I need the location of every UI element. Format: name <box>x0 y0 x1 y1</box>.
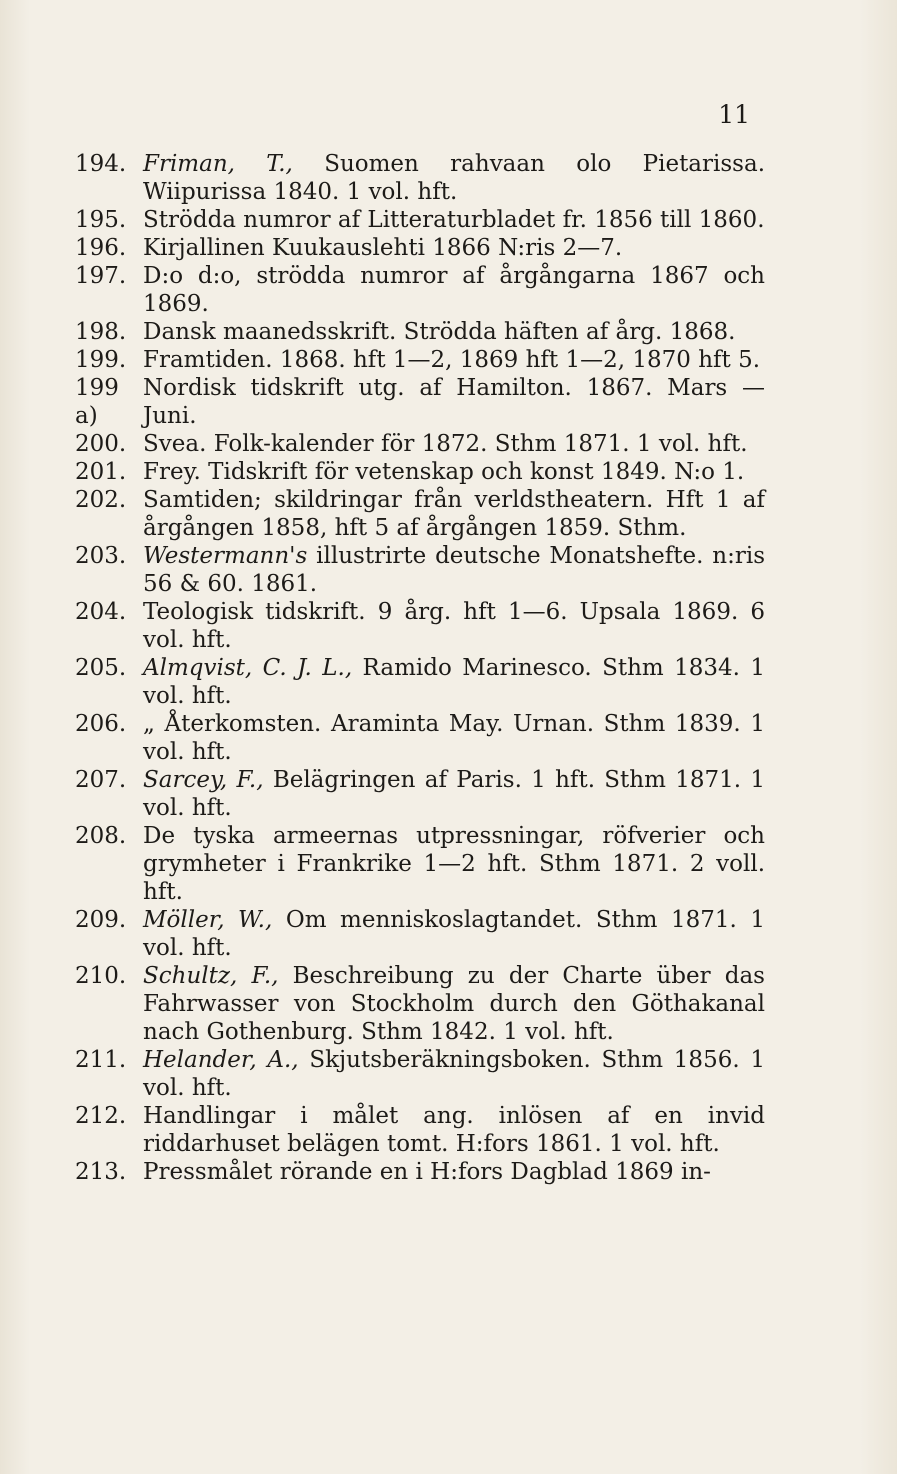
entry-text: Strödda numror af Litteraturbladet fr. 1856 till 1860. <box>143 207 765 233</box>
entry-number: 209. <box>75 907 127 933</box>
entry-text: „ Återkomsten. Araminta May. Urnan. Sthm 1839. 1 vol. hft. <box>143 711 765 765</box>
list-item <box>75 654 765 710</box>
list-item <box>75 1046 765 1102</box>
list-item <box>75 206 765 234</box>
entry-text: Samtiden; skildringar från verldstheatern. Hft 1 af årgången 1858, hft 5 af årgången 1859. Sthm. <box>143 487 765 541</box>
list-item <box>75 262 765 318</box>
list-item <box>75 1102 765 1158</box>
entry-number: 199 a) <box>75 375 119 429</box>
list-item <box>75 1158 765 1186</box>
list-item <box>75 598 765 654</box>
entry-number: 194. <box>75 151 127 177</box>
entry-number: 198. <box>75 319 127 345</box>
entry-number: 200. <box>75 431 127 457</box>
list-item <box>75 346 765 374</box>
entry-number: 210. <box>75 963 127 989</box>
entry-number: 197. <box>75 263 127 289</box>
entry-author: Helander, A., <box>143 1047 299 1073</box>
list-item <box>75 318 765 346</box>
entry-author: Schultz, F., <box>143 963 279 989</box>
entry-author: Möller, W., <box>143 907 273 933</box>
entry-author: Sarcey, F., <box>143 767 264 793</box>
entry-text: De tyska armeernas utpressningar, röfverier och grymheter i Frankrike 1—2 hft. Sthm 1871. 2 voll. hft. <box>143 823 765 905</box>
entry-number: 203. <box>75 543 127 569</box>
entry-author: Westermann's <box>143 543 308 569</box>
entry-text: Skjutsberäkningsboken. Sthm 1856. 1 vol. hft. <box>143 1047 765 1101</box>
entry-text: Om menniskoslagtandet. Sthm 1871. 1 vol. hft. <box>143 907 766 961</box>
entry-author: Friman, T., <box>143 151 293 177</box>
entry-text: Beschreibung zu der Charte über das Fahrwasser von Stockholm durch den Göthakanal nach Gothenburg. Sthm 1842. 1 vol. hft. <box>143 963 765 1045</box>
list-item <box>75 822 765 906</box>
entry-text: Frey. Tidskrift för vetenskap och konst 1849. N:o 1. <box>143 459 745 485</box>
entry-text: Pressmålet rörande en i H:fors Dagblad 1869 in- <box>143 1159 711 1185</box>
entry-number: 204. <box>75 599 127 625</box>
entry-text: Suomen rahvaan olo Pietarissa. Wiipurissa 1840. 1 vol. hft. <box>143 151 765 205</box>
list-item <box>75 906 765 962</box>
entry-text: Kirjallinen Kuukauslehti 1866 N:ris 2—7. <box>143 235 623 261</box>
page-number: 11 <box>718 100 750 129</box>
entry-number: 207. <box>75 767 127 793</box>
entry-number: 212. <box>75 1103 127 1129</box>
list-item <box>75 766 765 822</box>
entry-list <box>75 150 765 1186</box>
entry-text: Svea. Folk-kalender för 1872. Sthm 1871. 1 vol. hft. <box>143 431 748 457</box>
entry-number: 201. <box>75 459 127 485</box>
entry-text: Framtiden. 1868. hft 1—2, 1869 hft 1—2, 1870 hft 5. <box>143 347 761 373</box>
list-item <box>75 542 765 598</box>
entry-text: D:o d:o, strödda numror af årgångarna 1867 och 1869. <box>143 263 765 317</box>
entry-number: 196. <box>75 235 127 261</box>
list-item <box>75 710 765 766</box>
entry-text: Ramido Marinesco. Sthm 1834. 1 vol. hft. <box>143 655 765 709</box>
list-item <box>75 486 765 542</box>
entry-text: Handlingar i målet ang. inlösen af en invid riddarhuset belägen tomt. H:fors 1861. 1 vol. hft. <box>143 1103 765 1157</box>
entry-text: illustrirte deutsche Monatshefte. n:ris 56 & 60. 1861. <box>143 543 765 597</box>
entry-number: 213. <box>75 1159 127 1185</box>
entry-author: Almqvist, C. J. L., <box>143 655 353 681</box>
entry-text: Teologisk tidskrift. 9 årg. hft 1—6. Upsala 1869. 6 vol. hft. <box>143 599 765 653</box>
list-item <box>75 430 765 458</box>
entry-number: 211. <box>75 1047 127 1073</box>
entry-number: 202. <box>75 487 127 513</box>
entry-text: Nordisk tidskrift utg. af Hamilton. 1867. Mars —Juni. <box>143 375 765 429</box>
list-item <box>75 962 765 1046</box>
entry-number: 208. <box>75 823 127 849</box>
entry-text: Belägringen af Paris. 1 hft. Sthm 1871. 1 vol. hft. <box>143 767 766 821</box>
entry-number: 195. <box>75 207 127 233</box>
list-item <box>75 234 765 262</box>
entry-number: 199. <box>75 347 127 373</box>
list-item <box>75 374 765 430</box>
entry-number: 205. <box>75 655 127 681</box>
entry-text: Dansk maanedsskrift. Strödda häften af årg. 1868. <box>143 319 736 345</box>
list-item <box>75 150 765 206</box>
list-item <box>75 458 765 486</box>
entry-number: 206. <box>75 711 127 737</box>
